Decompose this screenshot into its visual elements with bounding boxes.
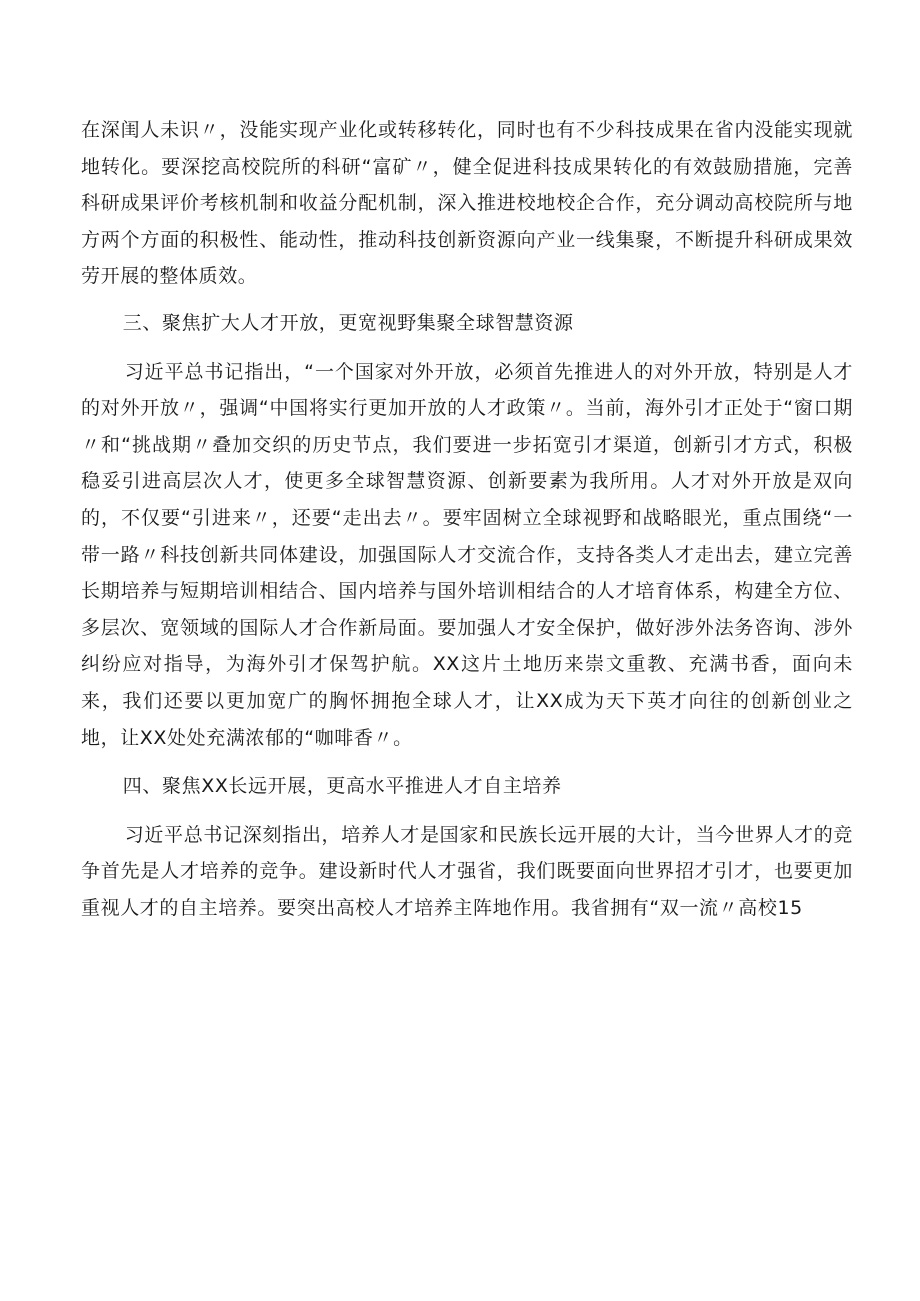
section-heading-3: 三、聚焦扩大人才开放，更宽视野集聚全球智慧资源 — [122, 311, 574, 334]
paragraph-gap — [81, 756, 853, 768]
paragraph-gap — [81, 295, 853, 305]
paragraph-section-3: 习近平总书记指出，“一个国家对外开放，必须首先推进人的对外开放，特别是人才的对外开放〃，强调“中国将实行更加开放的人才政策〃。当前，海外引才正处于“窗口期〃和“挑战期〃叠加交织的历史节点，我们要进一步拓宽引才渠道，创新引才方式，积极稳妥引进高层次人才，使更多全球智慧资源、创新要素为我所用。人才对外开放是双向的，不仅要“引进来〃，还要“走出去〃。要牢固树立全球视野和战略眼光，重点围绕“一带一路〃科技创新共同体建设，加强国际人才交流合作，支持各类人才走出去，建立完善长期培养与短期培训相结合、国内培养与国外培训相结合的人才培育体系，构建全方位、多层次、宽领域的国际人才合作新局面。要加强人才安全保护，做好涉外法务咨询、涉外纠纷应对指导，为海外引才保驾护航。XX这片土地历来崇文重教、充满书香，面向未来，我们还要以更加宽广的胸怀拥抱全球人才，让XX成为天下英才向往的创新创业之地，让XX处处充满浓郁的“咖啡香〃。 — [81, 360, 853, 749]
document-body — [81, 112, 853, 926]
paragraph-gap — [81, 805, 853, 817]
paragraph-section-4: 习近平总书记深刻指出，培养人才是国家和民族长远开展的大计，当今世界人才的竞争首先是人才培养的竞争。建设新时代人才强省，我们既要面向世界招才引才，也要更加重视人才的自主培养。要突出高校人才培养主阵地作用。我省拥有“双一流〃高校15 — [81, 823, 853, 919]
section-heading-4: 四、聚焦XX长远开展，更高水平推进人才自主培养 — [122, 775, 562, 798]
paragraph-gap — [81, 342, 853, 354]
paragraph-continued: 在深闺人未识〃，没能实现产业化或转移转化，同时也有不少科技成果在省内没能实现就地转化。要深挖高校院所的科研“富矿〃，健全促进科技成果转化的有效鼓励措施，完善科研成果评价考核机制和收益分配机制，深入推进校地校企合作，充分调动高校院所与地方两个方面的积极性、能动性，推动科技创新资源向产业一线集聚，不断提升科研成果效劳开展的整体质效。 — [81, 119, 853, 288]
